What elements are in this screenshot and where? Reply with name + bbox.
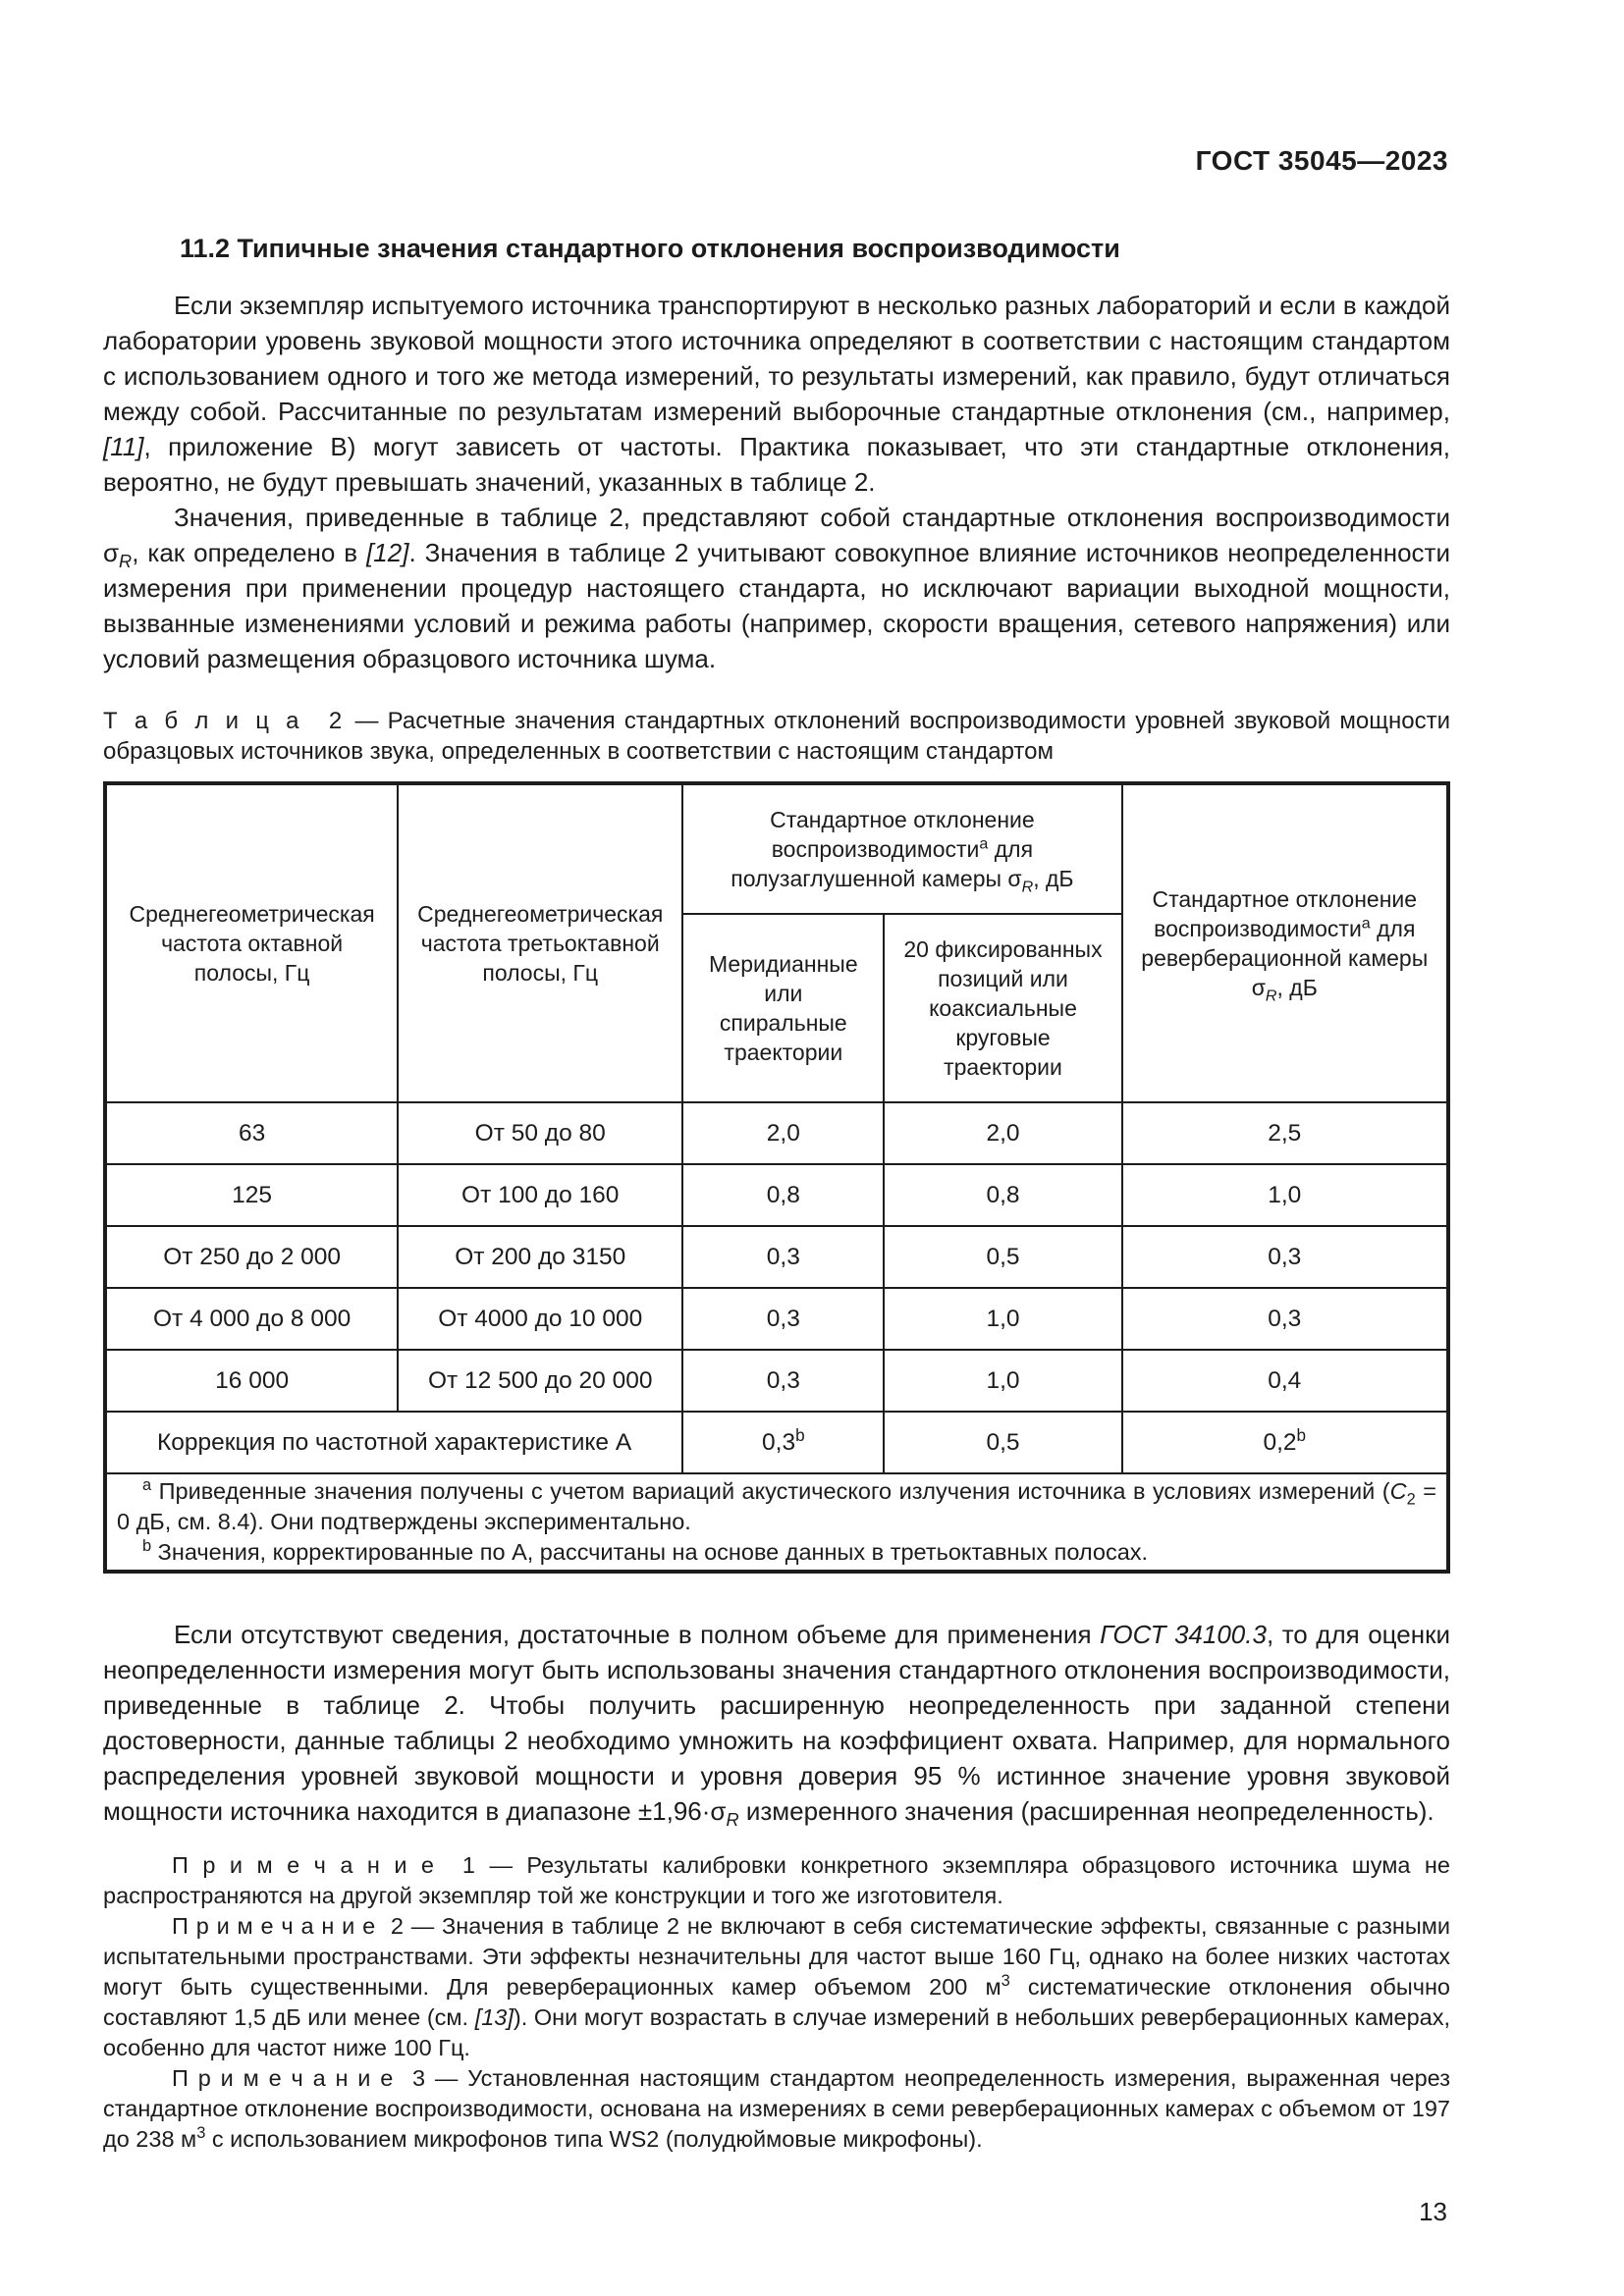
- footnote-b: $^b$ Значения, корректированные по А, рассчитаны на основе данных в третьоктавных полосах.: [142, 1537, 1149, 1565]
- table-2: [103, 781, 1450, 1574]
- cell: От 4000 до 10 000: [398, 1288, 682, 1350]
- cell: 0,8: [884, 1164, 1121, 1226]
- header-hemi-anechoic-group: Стандартное отклонение воспроизводимости$^a$ для полузаглушенной камеры $\sigma_R$, дБ: [682, 783, 1121, 914]
- table-row: [105, 1350, 1448, 1412]
- cell: 0,5: [884, 1412, 1121, 1473]
- cell: 0,5: [884, 1226, 1121, 1288]
- cell: 0,3: [682, 1288, 884, 1350]
- cell: От 100 до 160: [398, 1164, 682, 1226]
- cell: 0,2$^b$: [1122, 1412, 1448, 1473]
- paragraph-1: Если экземпляр испытуемого источника транспортируют в несколько разных лабораторий и если в каждой лаборатории уровень звуковой мощности этого источника определяют в соответствии с настоящим стандартом с использованием одного и того же метода измерений, то результаты измерений, как правило, будут отличаться между собой. Рассчитанные по результатам измерений выборочные стандартные отклонения (см., например, [11], приложение В) могут зависеть от частоты. Практика показывает, что эти стандартные отклонения, вероятно, не будут превышать значений, указанных в таблице 2.: [103, 291, 1450, 497]
- table-row: [105, 1288, 1448, 1350]
- footnote-a: $^a$ Приведенные значения получены с учетом вариаций акустического излучения источника в условиях измерений ($C_2 = 0$ дБ, см. 8.4). Они подтверждены экспериментально.: [117, 1476, 1436, 1534]
- table-caption: [103, 706, 1450, 767]
- table-caption-label: Т а б л и ц а 2: [103, 708, 347, 734]
- table-row: [105, 1102, 1448, 1164]
- header-fixed-positions: 20 фиксированных позиций или коаксиальные круговые траектории: [884, 914, 1121, 1102]
- page-content: [103, 0, 1450, 2155]
- cell: 0,3: [682, 1226, 884, 1288]
- header-third-octave-band: Среднегеометрическая частота третьоктавной полосы, Гц: [398, 783, 682, 1102]
- cell: 16 000: [105, 1350, 398, 1412]
- section-heading: 11.2 Типичные значения стандартного отклонения воспроизводимости: [180, 234, 1120, 263]
- note-1-label: П р и м е ч а н и е 1: [172, 1852, 475, 1878]
- note-3: [103, 2063, 1450, 2155]
- cell: 125: [105, 1164, 398, 1226]
- cell: 2,5: [1122, 1102, 1448, 1164]
- note-2-label: П р и м е ч а н и е 2: [172, 1913, 404, 1939]
- cell: От 200 до 3150: [398, 1226, 682, 1288]
- table-2-body: [105, 1102, 1448, 1572]
- cell: 0,8: [682, 1164, 884, 1226]
- note-2: [103, 1911, 1450, 2063]
- note-3-text: — Установленная настоящим стандартом неопределенность измерения, выраженная через стандартное отклонение воспроизводимости, основана на измерениях в семи реверберационных камерах с объемом от 197 до 238 $м^3$ с использованием микрофонов типа WS2 (полудюймовые микрофоны).: [103, 2065, 1450, 2152]
- running-head-doc-code: ГОСТ 35045—2023: [1195, 145, 1448, 176]
- cell-a-correction-label: Коррекция по частотной характеристике А: [105, 1412, 682, 1473]
- table-footnotes: [105, 1473, 1448, 1572]
- cell: От 12 500 до 20 000: [398, 1350, 682, 1412]
- cell: От 4 000 до 8 000: [105, 1288, 398, 1350]
- table-row: [105, 1226, 1448, 1288]
- cell: 0,4: [1122, 1350, 1448, 1412]
- cell: 0,3$^b$: [682, 1412, 884, 1473]
- table-caption-text: — Расчетные значения стандартных отклонений воспроизводимости уровней звуковой мощности образцовых источников звука, определенных в соответствии с настоящим стандартом: [103, 708, 1451, 765]
- cell: От 250 до 2 000: [105, 1226, 398, 1288]
- cell: 0,3: [682, 1350, 884, 1412]
- cell: 1,0: [1122, 1164, 1448, 1226]
- paragraph-3: Если отсутствуют сведения, достаточные в полном объеме для применения ГОСТ 34100.3, то для оценки неопределенности измерения могут быть использованы значения стандартного отклонения воспроизводимости, приведенные в таблице 2. Чтобы получить расширенную неопределенность при заданной степени достоверности, данные таблицы 2 необходимо умножить на коэффициент охвата. Например, для нормального распределения уровней звуковой мощности и уровня доверия 95 % истинное значение уровня звуковой мощности источника находится в диапазоне $\pm 1,96\cdot\sigma_R$ измеренного значения (расширенная неопределенность).: [103, 1620, 1450, 1831]
- cell: От 50 до 80: [398, 1102, 682, 1164]
- table-footnotes-row: [105, 1473, 1448, 1572]
- note-2-text: — Значения в таблице 2 не включают в себя систематические эффекты, связанные с разными испытательными пространствами. Эти эффекты незначительны для частот выше 160 Гц, однако на более низких частотах могут быть существенными. Для реверберационных камер объемом 200 $м^3$ систематические отклонения обычно составляют 1,5 дБ или менее (см. [13]). Они могут возрастать в случае измерений в небольших реверберационных камерах, особенно для частот ниже 100 Гц.: [103, 1913, 1450, 2060]
- cell: 63: [105, 1102, 398, 1164]
- cell: 2,0: [884, 1102, 1121, 1164]
- header-reverberation-room: Стандартное отклонение воспроизводимости$^a$ для реверберационной камеры $\sigma_R$, дБ: [1122, 783, 1448, 1102]
- note-3-label: П р и м е ч а н и е 3: [172, 2065, 426, 2091]
- table-row-a-correction: [105, 1412, 1448, 1473]
- cell: 0,3: [1122, 1288, 1448, 1350]
- paragraph-2: Значения, приведенные в таблице 2, представляют собой стандартные отклонения воспроизводимости $\sigma_R$, как определено в [12]. Значения в таблице 2 учитывают совокупное влияние источников неопределенности измерения при применении процедур настоящего стандарта, но исключают вариации выходной мощности, вызванные изменениями условий и режима работы (например, скорости вращения, сетевого напряжения) или условий размещения образцового источника шума.: [103, 503, 1450, 673]
- note-1: [103, 1850, 1450, 1911]
- table-row: [105, 1164, 1448, 1226]
- note-1-text: — Результаты калибровки конкретного экземпляра образцового источника шума не распространяются на другой экземпляр той же конструкции и того же изготовителя.: [103, 1852, 1450, 1908]
- cell: 0,3: [1122, 1226, 1448, 1288]
- header-octave-band: Среднегеометрическая частота октавной полосы, Гц: [105, 783, 398, 1102]
- page-number: 13: [1419, 2197, 1447, 2226]
- cell: 1,0: [884, 1350, 1121, 1412]
- table-2-header: [105, 783, 1448, 1102]
- cell: 1,0: [884, 1288, 1121, 1350]
- cell: 2,0: [682, 1102, 884, 1164]
- header-meridian-paths: Меридианные или спиральные траектории: [682, 914, 884, 1102]
